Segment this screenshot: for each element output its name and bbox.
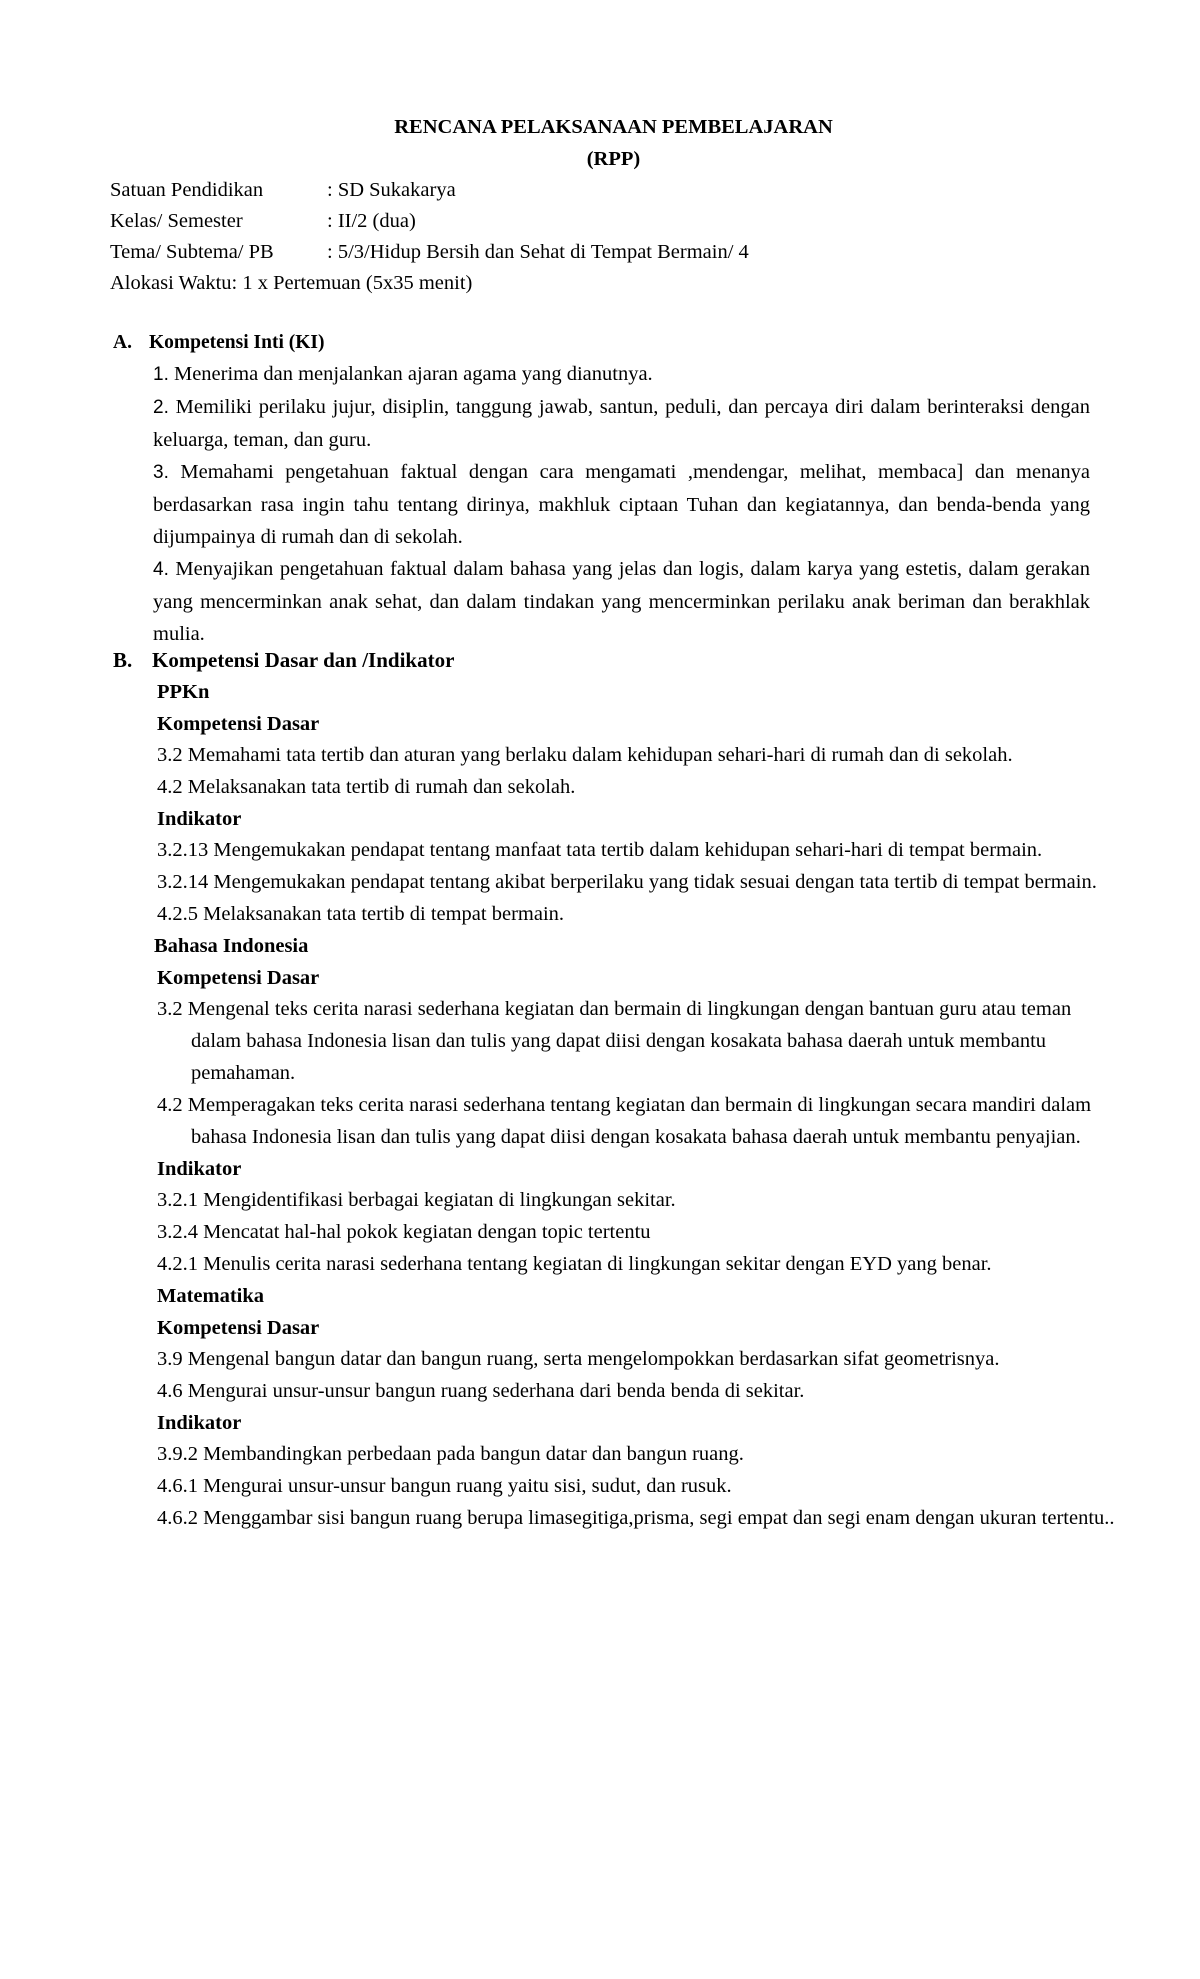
kd-item: 3.2 Memahami tata tertib dan aturan yang berlaku dalam kehidupan sehari-hari di rumah dan di sekolah. <box>157 744 1013 766</box>
indikator-item: 4.2.5 Melaksanakan tata tertib di tempat bermain. <box>157 903 565 925</box>
meta-row <box>110 174 749 205</box>
section-title: Kompetensi Inti (KI) <box>149 332 325 353</box>
ki-item <box>153 553 1090 650</box>
meta-value: : II/2 (dua) <box>327 210 416 232</box>
meta-label: Satuan Pendidikan <box>110 179 264 201</box>
section-a-heading <box>113 327 325 359</box>
ki-number: 1. <box>153 364 169 385</box>
ki-text: Memiliki perilaku jujur, disiplin, tanggung jawab, santun, peduli, dan percaya diri dalam berinteraksi dengan keluarga, teman, dan guru. <box>153 396 1090 451</box>
ki-text: Menyajikan pengetahuan faktual dalam bahasa yang jelas dan logis, dalam karya yang estetis, dalam gerakan yang mencerminkan anak sehat, dan dalam tindakan yang mencerminkan perilaku anak beriman dan berakhlak mulia. <box>153 558 1090 645</box>
meta-label: Kelas/ Semester <box>110 210 243 232</box>
indikator-item: 4.6.2 Menggambar sisi bangun ruang berupa limasegitiga,prisma, segi empat dan segi enam dengan ukuran tertentu.. <box>157 1507 1115 1529</box>
kd-label: Kompetensi Dasar <box>157 967 320 989</box>
indikator-label: Indikator <box>157 1412 242 1434</box>
indikator-label: Indikator <box>157 1158 242 1180</box>
section-letter: A. <box>113 332 132 353</box>
indikator-item: 3.9.2 Membandingkan perbedaan pada bangun datar dan bangun ruang. <box>157 1443 744 1465</box>
ki-item <box>153 391 1090 456</box>
indikator-item: 4.6.1 Mengurai unsur-unsur bangun ruang yaitu sisi, sudut, dan rusuk. <box>157 1475 732 1497</box>
meta-value: : SD Sukakarya <box>327 179 456 201</box>
ki-item <box>153 456 1090 553</box>
kd-item: 3.2 Mengenal teks cerita narasi sederhana kegiatan dan bermain di lingkungan dengan bantuan guru atau teman dalam bahasa Indonesia lisan dan tulis yang dapat diisi dengan kosakata bahasa daerah untuk membantu pemahaman. <box>157 998 1072 1084</box>
indikator-item: 4.2.1 Menulis cerita narasi sederhana tentang kegiatan di lingkungan sekitar dengan EYD yang benar. <box>157 1253 992 1275</box>
meta-value: : 5/3/Hidup Bersih dan Sehat di Tempat Bermain/ 4 <box>327 241 749 263</box>
ki-number: 4. <box>153 559 169 580</box>
document-subtitle: (RPP) <box>586 148 641 170</box>
kd-item: 4.2 Melaksanakan tata tertib di rumah dan sekolah. <box>157 776 576 798</box>
section-letter: B. <box>113 648 133 672</box>
document-title: RENCANA PELAKSANAAN PEMBELAJARAN <box>394 116 833 138</box>
kd-body <box>154 676 1117 1534</box>
section-title: Kompetensi Dasar dan /Indikator <box>152 648 455 672</box>
meta-row <box>110 205 749 236</box>
indikator-item: 3.2.14 Mengemukakan pendapat tentang akibat berperilaku yang tidak sesuai dengan tata tertib di tempat bermain. <box>157 871 1097 893</box>
ki-text: Menerima dan menjalankan ajaran agama yang dianutnya. <box>168 363 653 385</box>
meta-row <box>110 236 749 267</box>
indikator-item: 3.2.13 Mengemukakan pendapat tentang manfaat tata tertib dalam kehidupan sehari-hari di tempat bermain. <box>157 839 1043 861</box>
indikator-item: 3.2.4 Mencatat hal-hal pokok kegiatan dengan topic tertentu <box>157 1221 651 1243</box>
subject-title: Matematika <box>157 1285 265 1307</box>
alokasi-waktu: Alokasi Waktu: 1 x Pertemuan (5x35 menit) <box>110 272 473 294</box>
ki-number: 2. <box>153 397 169 418</box>
ki-item <box>153 358 1090 391</box>
ki-text: Memahami pengetahuan faktual dengan cara mengamati ,mendengar, melihat, membaca] dan menanya berdasarkan rasa ingin tahu tentang dirinya, makhluk ciptaan Tuhan dan kegiatannya, dan benda-benda yang dijumpainya di rumah dan di sekolah. <box>153 461 1090 548</box>
subject-title: PPKn <box>157 681 210 703</box>
indikator-label: Indikator <box>157 808 242 830</box>
ki-number: 3. <box>153 462 169 483</box>
subject-title: Bahasa Indonesia <box>154 935 309 957</box>
section-b-heading <box>113 644 454 676</box>
meta-label: Tema/ Subtema/ PB <box>110 241 274 263</box>
kd-item: 4.6 Mengurai unsur-unsur bangun ruang sederhana dari benda benda di sekitar. <box>157 1380 805 1402</box>
kd-label: Kompetensi Dasar <box>157 1317 320 1339</box>
kd-item: 3.9 Mengenal bangun datar dan bangun ruang, serta mengelompokkan berdasarkan sifat geometrisnya. <box>157 1348 1000 1370</box>
kd-label: Kompetensi Dasar <box>157 713 320 735</box>
identity-block <box>110 174 749 298</box>
indikator-item: 3.2.1 Mengidentifikasi berbagai kegiatan di lingkungan sekitar. <box>157 1189 676 1211</box>
ki-list <box>153 358 1090 650</box>
kd-item: 4.2 Memperagakan teks cerita narasi sederhana tentang kegiatan dan bermain di lingkungan secara mandiri dalam bahasa Indonesia lisan dan tulis yang dapat diisi dengan kosakata bahasa daerah untuk membantu penyajian. <box>157 1094 1092 1148</box>
